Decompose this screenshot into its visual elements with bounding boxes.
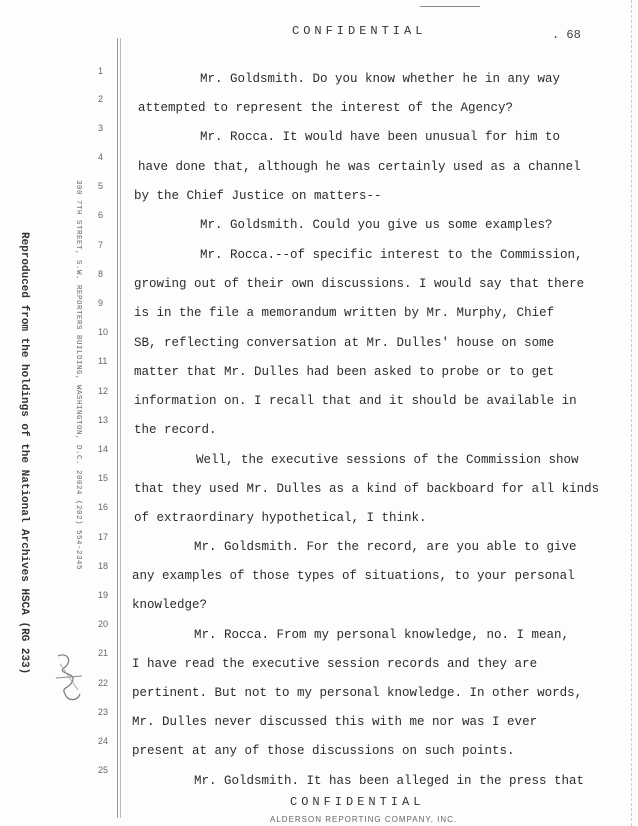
transcript-line: knowledge?	[132, 598, 208, 612]
transcript-line: present at any of those discussions on such points.	[132, 744, 515, 758]
transcript-line: Mr. Goldsmith. For the record, are you able to give	[194, 540, 577, 554]
line-number: 9	[98, 298, 104, 308]
transcript-line: Mr. Rocca. It would have been unusual for him to	[200, 130, 561, 144]
line-number: 10	[98, 327, 109, 337]
line-number: 7	[98, 240, 104, 250]
archive-note: Reproduced from the holdings of the National Archives HSCA (RG 233)	[18, 232, 30, 675]
line-number: 6	[98, 210, 104, 220]
transcript-line: any examples of those types of situations, to your personal	[132, 569, 575, 583]
header-classification: CONFIDENTIAL	[292, 24, 427, 38]
transcript-line: growing out of their own discussions. I would say that there	[134, 277, 585, 291]
footer-classification: CONFIDENTIAL	[290, 795, 425, 809]
line-number: 8	[98, 269, 104, 279]
line-number: 24	[98, 736, 109, 746]
line-number: 19	[98, 590, 109, 600]
line-number: 12	[98, 386, 109, 396]
line-number: 14	[98, 444, 109, 454]
transcript-line: have done that, although he was certainly used as a channel	[138, 160, 581, 174]
line-number: 21	[98, 648, 109, 658]
line-number: 13	[98, 415, 109, 425]
transcript-line: SB, reflecting conversation at Mr. Dulles' house on some	[134, 336, 555, 350]
line-number: 2	[98, 94, 104, 104]
line-number: 20	[98, 619, 109, 629]
transcript-line: matter that Mr. Dulles had been asked to probe or to get	[134, 365, 555, 379]
line-number: 1	[98, 66, 104, 76]
footer-company: ALDERSON REPORTING COMPANY, INC.	[270, 815, 458, 824]
page-number: . 68	[552, 28, 581, 42]
line-number: 23	[98, 707, 109, 717]
transcript-line: Mr. Dulles never discussed this with me nor was I ever	[132, 715, 538, 729]
margin-rule-inner	[120, 38, 121, 818]
line-number: 18	[98, 561, 109, 571]
reporter-address-note: 300 7TH STREET, S.W. REPORTERS BUILDING, WASHINGTON, D.C. 20024 (202) 554-2345	[74, 180, 82, 571]
line-number: 5	[98, 181, 104, 191]
transcript-line: pertinent. But not to my personal knowledge. In other words,	[132, 686, 583, 700]
transcript-line: Mr. Rocca. From my personal knowledge, no. I mean,	[194, 628, 570, 642]
top-edge-mark	[420, 0, 480, 7]
transcript-line: is in the file a memorandum written by Mr. Murphy, Chief	[134, 306, 555, 320]
line-number: 25	[98, 765, 109, 775]
line-number: 17	[98, 532, 109, 542]
line-number: 3	[98, 123, 104, 133]
transcript-line: Mr. Goldsmith. Do you know whether he in any way	[200, 72, 561, 86]
handwritten-initials	[52, 650, 86, 706]
line-number: 11	[98, 356, 108, 366]
transcript-line: attempted to represent the interest of the Agency?	[138, 101, 514, 115]
line-number: 15	[98, 473, 109, 483]
transcript-line: by the Chief Justice on matters--	[134, 189, 382, 203]
right-edge-line	[631, 0, 632, 826]
transcript-line: Mr. Goldsmith. Could you give us some examples?	[200, 218, 553, 232]
line-number: 16	[98, 502, 109, 512]
transcript-line: Well, the executive sessions of the Commission show	[196, 453, 579, 467]
line-number: 22	[98, 678, 109, 688]
transcript-line: information on. I recall that and it should be available in	[134, 394, 577, 408]
margin-rule	[117, 38, 118, 818]
transcript-line: of extraordinary hypothetical, I think.	[134, 511, 427, 525]
transcript-line: I have read the executive session records and they are	[132, 657, 538, 671]
transcript-line: Mr. Rocca.--of specific interest to the Commission,	[200, 248, 583, 262]
transcript-line: that they used Mr. Dulles as a kind of backboard for all kinds	[134, 482, 600, 496]
line-number: 4	[98, 152, 104, 162]
transcript-line: the record.	[134, 423, 217, 437]
transcript-line: Mr. Goldsmith. It has been alleged in the press that	[194, 774, 585, 788]
